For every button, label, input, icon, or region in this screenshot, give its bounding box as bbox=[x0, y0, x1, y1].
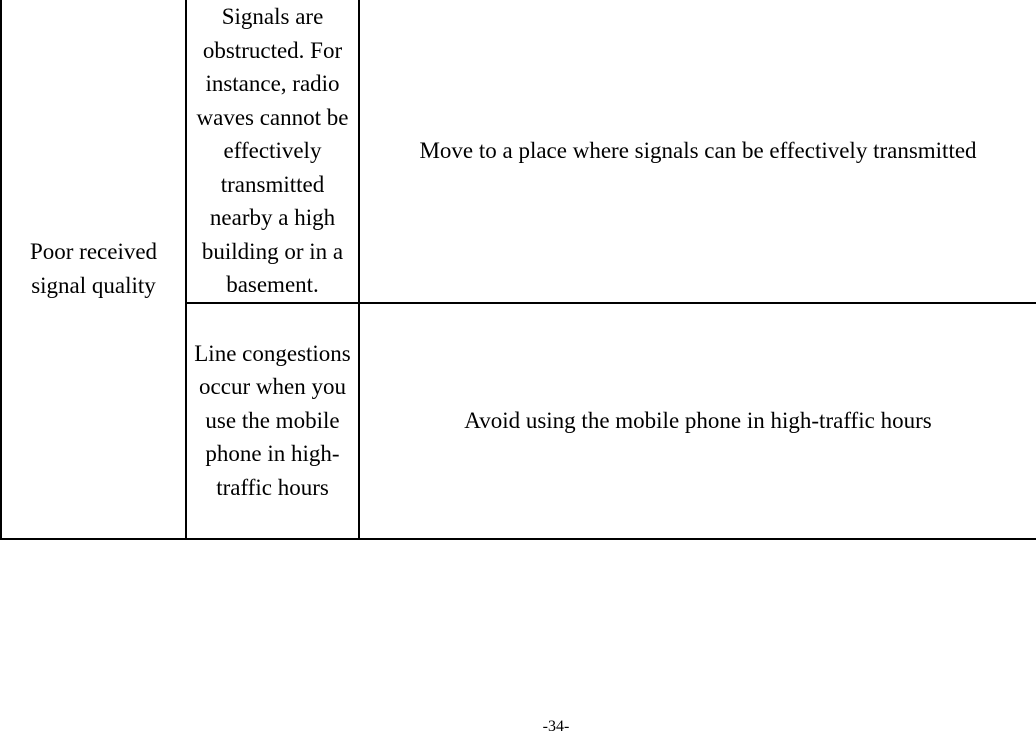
symptom-cell: Poor received signal quality bbox=[1, 0, 186, 539]
table-row bbox=[1, 0, 1036, 303]
solution-cell: Move to a place where signals can be effectively transmitted bbox=[359, 0, 1036, 303]
page-number: -34- bbox=[542, 718, 570, 735]
cause-cell: Line congestions occur when you use the mobile phone in high-traffic hours bbox=[186, 303, 359, 539]
cause-cell: Signals are obstructed. For instance, radio waves cannot be effectively transmitted nearby a high building or in a basement. bbox=[186, 0, 359, 303]
solution-cell: Avoid using the mobile phone in high-traffic hours bbox=[359, 303, 1036, 539]
